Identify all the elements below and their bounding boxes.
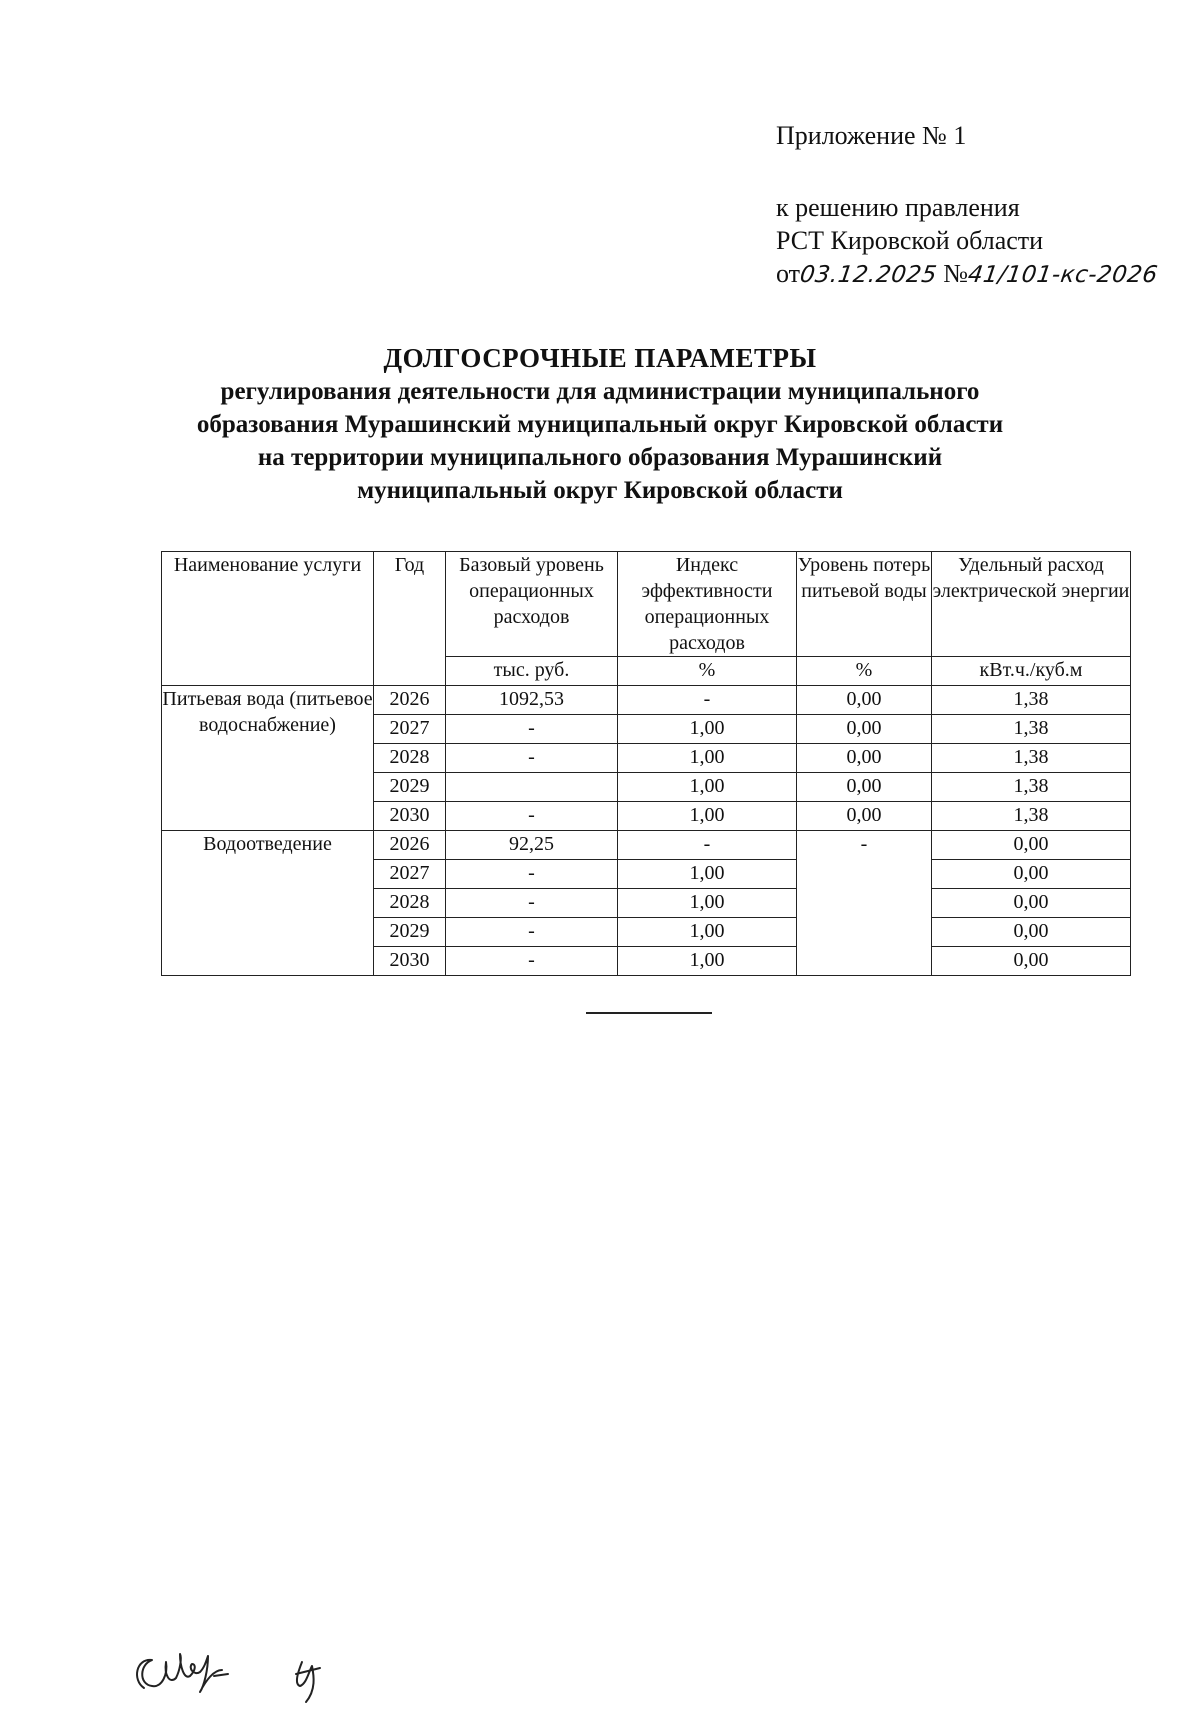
cell-year: 2030	[374, 802, 446, 831]
cell-water-losses: 0,00	[797, 686, 932, 715]
cell-year: 2029	[374, 918, 446, 947]
header-energy-consumption: Удельный расход электрической энергии	[932, 552, 1131, 657]
cell-efficiency-index: 1,00	[618, 860, 797, 889]
cell-energy-consumption: 0,00	[932, 860, 1131, 889]
cell-efficiency-index: 1,00	[618, 715, 797, 744]
document-title	[150, 342, 1050, 507]
table-row	[162, 686, 1131, 715]
title-line-1: регулирования деятельности для администрации муниципального	[220, 378, 980, 405]
parameters-table	[161, 551, 1131, 976]
unit-water-losses: %	[797, 657, 932, 686]
cell-base-opex: 92,25	[446, 831, 618, 860]
resolution-date-line	[776, 257, 1158, 292]
cell-base-opex	[446, 773, 618, 802]
resolution-line-1: к решению правления	[776, 193, 1020, 222]
header-service: Наименование услуги	[162, 552, 374, 686]
cell-base-opex: -	[446, 715, 618, 744]
cell-energy-consumption: 1,38	[932, 802, 1131, 831]
title-line-3: на территории муниципального образования Мурашинский	[257, 444, 943, 471]
resolution-from-prefix: от	[776, 259, 801, 288]
header-base-opex: Базовый уровень операционных расходов	[446, 552, 618, 657]
cell-water-losses: 0,00	[797, 715, 932, 744]
cell-base-opex: -	[446, 744, 618, 773]
header-year: Год	[374, 552, 446, 686]
cell-year: 2026	[374, 686, 446, 715]
cell-energy-consumption: 1,38	[932, 715, 1131, 744]
cell-water-losses: 0,00	[797, 773, 932, 802]
cell-efficiency-index: 1,00	[618, 773, 797, 802]
resolution-number-sign: №	[943, 259, 969, 288]
resolution-number: 41/101-кс-2026	[966, 262, 1160, 288]
cell-year: 2026	[374, 831, 446, 860]
end-divider	[586, 1012, 712, 1014]
cell-water-losses-merged: -	[797, 831, 932, 976]
table-row	[162, 831, 1131, 860]
service-name-wastewater: Водоотведение	[162, 831, 374, 976]
handwritten-signatures	[130, 1640, 370, 1710]
cell-energy-consumption: 0,00	[932, 831, 1131, 860]
header-efficiency-index: Индекс эффективности операционных расходов	[618, 552, 797, 657]
header-water-losses: Уровень потерь питьевой воды	[797, 552, 932, 657]
unit-base-opex: тыс. руб.	[446, 657, 618, 686]
cell-energy-consumption: 1,38	[932, 686, 1131, 715]
cell-water-losses: 0,00	[797, 802, 932, 831]
title-main: ДОЛГОСРОЧНЫЕ ПАРАМЕТРЫ	[383, 343, 817, 373]
cell-energy-consumption: 0,00	[932, 889, 1131, 918]
cell-efficiency-index: 1,00	[618, 918, 797, 947]
unit-efficiency-index: %	[618, 657, 797, 686]
resolution-line-2: РСТ Кировской области	[776, 226, 1044, 255]
cell-energy-consumption: 0,00	[932, 947, 1131, 976]
cell-energy-consumption: 0,00	[932, 918, 1131, 947]
cell-base-opex: -	[446, 802, 618, 831]
cell-base-opex: -	[446, 947, 618, 976]
cell-efficiency-index: 1,00	[618, 889, 797, 918]
cell-year: 2028	[374, 744, 446, 773]
cell-efficiency-index: -	[618, 686, 797, 715]
cell-energy-consumption: 1,38	[932, 773, 1131, 802]
cell-base-opex: -	[446, 889, 618, 918]
title-line-2: образования Мурашинский муниципальный округ Кировской области	[196, 411, 1004, 438]
cell-water-losses: 0,00	[797, 744, 932, 773]
table-header-row	[162, 552, 1131, 657]
title-line-4: муниципальный округ Кировской области	[357, 477, 843, 504]
cell-year: 2029	[374, 773, 446, 802]
cell-year: 2028	[374, 889, 446, 918]
unit-energy-consumption: кВт.ч./куб.м	[932, 657, 1131, 686]
signature-icon	[130, 1640, 370, 1710]
cell-efficiency-index: 1,00	[618, 947, 797, 976]
cell-year: 2027	[374, 860, 446, 889]
resolution-reference	[776, 191, 1158, 292]
service-name-drinking-water: Питьевая вода (питьевое водоснабжение)	[162, 686, 374, 831]
cell-base-opex: 1092,53	[446, 686, 618, 715]
resolution-date: 03.12.2025	[798, 262, 939, 288]
appendix-number: Приложение № 1	[776, 121, 967, 150]
cell-base-opex: -	[446, 860, 618, 889]
cell-base-opex: -	[446, 918, 618, 947]
cell-year: 2027	[374, 715, 446, 744]
cell-energy-consumption: 1,38	[932, 744, 1131, 773]
cell-efficiency-index: 1,00	[618, 744, 797, 773]
cell-efficiency-index: -	[618, 831, 797, 860]
cell-efficiency-index: 1,00	[618, 802, 797, 831]
cell-year: 2030	[374, 947, 446, 976]
